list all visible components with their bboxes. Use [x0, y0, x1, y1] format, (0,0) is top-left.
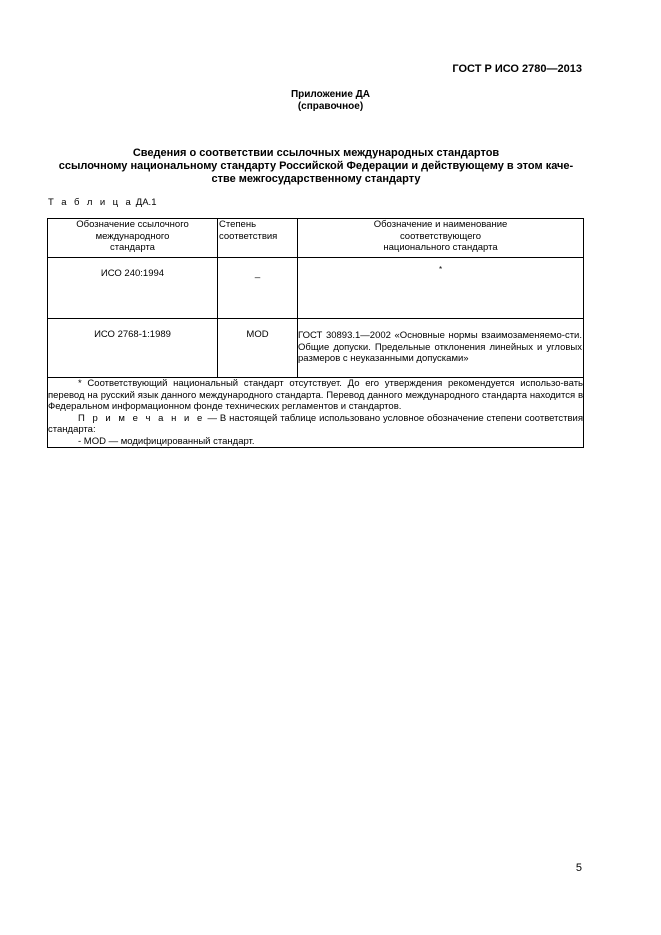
table-caption	[48, 197, 156, 208]
cell-text: ИСО 240:1994	[100, 268, 165, 279]
header-text: Обозначение и наименование	[373, 219, 508, 230]
annex-type: (справочное)	[297, 101, 364, 112]
heading-line: стве межгосударственному стандарту	[211, 173, 421, 185]
footnote-cell	[48, 378, 584, 448]
table-row	[48, 258, 584, 319]
header-text: Обозначение ссылочного	[76, 219, 189, 230]
cell-text: ИСО 2768-1:1989	[94, 329, 171, 340]
cell-degree	[218, 319, 298, 378]
footnote-text: * Соответствующий национальный стандарт отсутствует. До его утверждения рекомендуется использо-вать перевод на русский язык данного международного стандарта. Перевод данного международного стандарта находится в Федеральном информационном фонде технических регламентов и стандартов.	[48, 378, 583, 412]
header-text: международного	[95, 230, 170, 242]
header-text: соответствия	[219, 230, 278, 242]
section-heading	[48, 147, 584, 186]
table-caption-number: ДА.1	[135, 197, 157, 208]
header-text: соответствующего	[399, 230, 482, 242]
table-caption-word: Т а б л и ц а	[48, 197, 134, 208]
legend-text: - MOD — модифицированный стандарт.	[78, 435, 255, 447]
cell-degree	[218, 258, 298, 319]
cell-reference	[48, 258, 218, 319]
note-text	[48, 413, 583, 436]
header-text: национального стандарта	[383, 242, 498, 253]
page-number: 5	[575, 862, 582, 874]
correspondence-table	[47, 218, 584, 448]
header-cell-reference	[48, 219, 218, 258]
heading-line: ссылочному национальному стандарту Российской Федерации и действующему в этом каче-	[58, 160, 574, 172]
heading-line: Сведения о соответствии ссылочных международных стандартов	[132, 147, 500, 159]
header-text: Степень	[219, 219, 257, 230]
cell-text: *	[438, 265, 443, 274]
header-cell-national	[298, 219, 584, 258]
cell-reference	[48, 319, 218, 378]
header-cell-degree	[218, 219, 298, 258]
annex-title: Приложение ДА	[290, 89, 371, 100]
cell-national	[298, 258, 584, 319]
cell-text: ГОСТ 30893.1—2002 «Основные нормы взаимозаменяемо-сти. Общие допуски. Предельные отклонения линейных и угловых размеров с неуказанными допусками»	[298, 330, 582, 364]
cell-text: MOD	[246, 329, 269, 340]
cell-national	[298, 319, 584, 378]
document-code: ГОСТ Р ИСО 2780—2013	[452, 63, 582, 75]
cell-text: _	[254, 268, 261, 279]
header-text: стандарта	[110, 242, 155, 253]
note-label: П р и м е ч а н и е	[78, 412, 205, 424]
table-footnote-row	[48, 378, 584, 448]
note-body: — В настоящей таблице использовано условное обозначение степени соответствия стандарта:	[48, 412, 583, 435]
table-row	[48, 319, 584, 378]
annex-block	[0, 89, 661, 113]
table-header-row	[48, 219, 584, 258]
